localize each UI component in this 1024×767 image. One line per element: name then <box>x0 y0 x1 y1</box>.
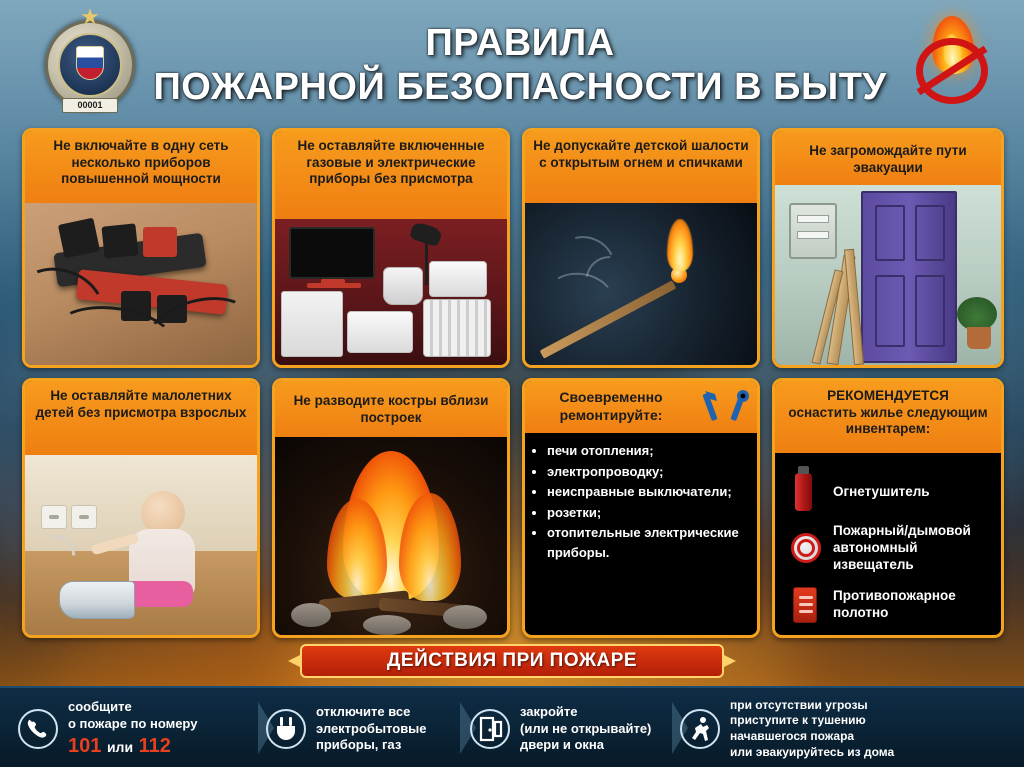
footer-extinguish-line1: при отсутствии угрозы <box>730 697 868 712</box>
emergency-number-101: 101 <box>68 734 102 757</box>
match-flame <box>667 219 693 271</box>
page-title <box>150 22 890 109</box>
recommend-item <box>775 578 1001 632</box>
card-repair-header <box>525 381 757 433</box>
footer-call-line2: о пожаре по номеру <box>68 716 198 731</box>
home-appliances-image <box>275 219 507 365</box>
phone-icon <box>18 709 58 749</box>
plant-leaves <box>957 297 997 331</box>
microwave-2 <box>347 311 413 353</box>
footer-unplug-line3: приборы, газ <box>316 737 402 753</box>
recommend-item-label: Противопожарное полотно <box>833 587 956 620</box>
stone <box>443 605 487 629</box>
footer-close-line2: (или не открывайте) <box>520 720 652 736</box>
footer-extinguish-line4: или эвакуируйтесь из дома <box>730 744 895 759</box>
card-evacuation-caption: Не загромождайте пути эвакуации <box>775 131 1001 185</box>
microwave <box>429 261 487 297</box>
card-recommend <box>772 378 1004 638</box>
card-recommend-body <box>775 453 1001 635</box>
cards-row-bottom <box>22 378 1004 638</box>
card-recommend-title2: оснастить жилье следующим инвентарем: <box>788 404 988 437</box>
blocked-doorway-image <box>775 185 1001 365</box>
emblem-code: 00001 <box>62 98 118 113</box>
actions-banner: ДЕЙСТВИЯ ПРИ ПОЖАРЕ <box>300 644 724 678</box>
no-fire-icon <box>906 14 998 106</box>
tv-base <box>307 283 361 288</box>
running-person-icon <box>680 709 720 749</box>
emblem-mchs <box>36 6 144 118</box>
gas-stove <box>281 291 343 357</box>
card-overload-caption: Не включайте в одну сеть несколько приборов повышенной мощности <box>25 131 257 203</box>
footer-close-text <box>520 704 651 755</box>
conjunction: или <box>106 738 134 755</box>
card-children-fire-caption: Не допускайте детской шалости с открытым огнем и спичками <box>525 131 757 203</box>
footer-unplug-line2: электробытовые <box>316 720 427 736</box>
tools-icon <box>701 387 751 427</box>
door-panel <box>875 275 905 347</box>
emergency-number-112: 112 <box>138 734 171 757</box>
smoke-detector-icon <box>787 525 821 571</box>
card-repair <box>522 378 760 638</box>
card-unattended-caption: Не оставляйте включенные газовые и электрические приборы без присмотра <box>275 131 507 219</box>
door-window-icon <box>470 709 510 749</box>
fire-blanket-icon <box>787 582 821 628</box>
card-recommend-title1: РЕКОМЕНДУЕТСЯ <box>827 388 949 403</box>
stone <box>291 603 331 627</box>
list-item: • электропроводку; <box>547 462 747 482</box>
plug <box>101 223 138 258</box>
extension-cord-overloaded-image <box>25 203 257 365</box>
plant-pot <box>967 327 991 349</box>
footer-item-close <box>470 696 660 762</box>
meter-slot <box>797 231 829 239</box>
star-icon: ★ <box>80 4 100 29</box>
card-minors-caption: Не оставляйте малолетних детей без присмотра взрослых <box>25 381 257 455</box>
card-bonfire <box>272 378 510 638</box>
footer-item-extinguish <box>680 696 1010 762</box>
card-unattended <box>272 128 510 368</box>
card-recommend-caption <box>775 381 1001 453</box>
lamp-stand <box>425 241 428 285</box>
recommend-item <box>775 519 1001 578</box>
tv <box>289 227 375 279</box>
cards-row-top <box>22 128 1004 368</box>
repair-list <box>525 433 757 569</box>
card-repair-body <box>525 433 757 633</box>
meter-slot <box>797 215 829 223</box>
footer-call-text <box>68 699 197 759</box>
page-title-line1: ПРАВИЛА <box>425 22 615 64</box>
toddler-near-socket-image <box>25 455 257 635</box>
recommend-item <box>775 465 1001 519</box>
electric-iron <box>59 581 135 619</box>
card-overload <box>22 128 260 368</box>
electric-kettle <box>383 267 423 305</box>
card-evacuation <box>772 128 1004 368</box>
card-children-fire <box>522 128 760 368</box>
wall-socket <box>71 505 97 529</box>
page-title-line2: ПОЖАРНОЙ БЕЗОПАСНОСТИ В БЫТУ <box>153 65 887 108</box>
card-minors <box>22 378 260 638</box>
footer-item-unplug <box>266 696 452 762</box>
plug-icon <box>266 709 306 749</box>
footer-extinguish-text <box>730 698 894 760</box>
list-item: • отопительные электрические приборы. <box>547 523 747 562</box>
stone <box>363 615 411 635</box>
footer-close-line3: двери и окна <box>520 737 604 753</box>
recommend-item-label: Пожарный/дымовой автономный извещатель <box>833 523 971 572</box>
list-item: • неисправные выключатели; <box>547 482 747 502</box>
door-panel <box>875 205 905 261</box>
footer-extinguish-line3: начавшегося пожара <box>730 729 855 743</box>
poster-footer <box>0 686 1024 767</box>
footer-call-line1: сообщите <box>68 699 132 715</box>
list-item: • печи отопления; <box>547 441 747 461</box>
wall-socket <box>41 505 67 529</box>
fire-extinguisher-icon <box>787 469 821 515</box>
bonfire-image <box>275 437 507 635</box>
card-repair-title: Своевременно ремонтируйте: <box>559 389 663 423</box>
card-bonfire-caption: Не разводите костры вблизи построек <box>275 381 507 437</box>
footer-item-call <box>18 696 256 762</box>
footer-close-line1: закройте <box>520 703 578 719</box>
burning-match-image <box>525 203 757 365</box>
list-item: • розетки; <box>547 503 747 523</box>
oil-heater <box>423 299 491 357</box>
recommend-item-label: Огнетушитель <box>833 483 930 499</box>
flag-shield-icon <box>76 46 104 80</box>
footer-unplug-line1: отключите все <box>316 703 411 719</box>
plug-red <box>143 227 177 257</box>
poster-header <box>0 0 1024 120</box>
footer-extinguish-line2: приступите к тушению <box>730 713 866 728</box>
door-panel <box>915 275 945 347</box>
footer-emergency-numbers <box>68 733 197 759</box>
footer-unplug-text <box>316 704 427 755</box>
door-panel <box>915 205 945 261</box>
